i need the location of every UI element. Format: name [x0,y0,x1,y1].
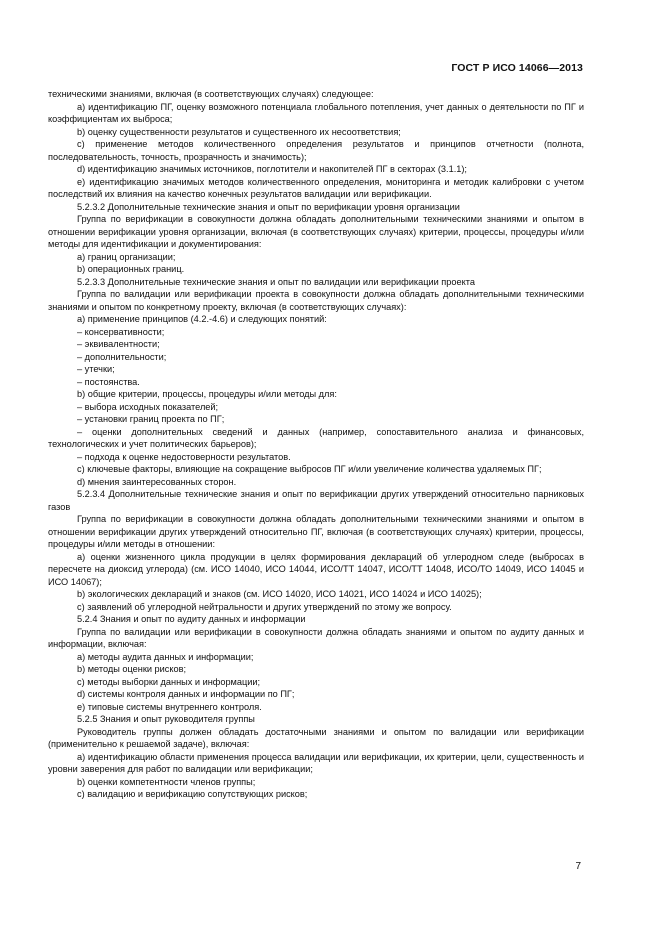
paragraph: техническими знаниями, включая (в соответствующих случаях) следующее: [48,89,374,99]
paragraph: – консервативности; [77,326,165,337]
paragraph: d) системы контроля данных и информации по ПГ; [77,689,295,699]
paragraph: b) общие критерии, процессы, процедуры и/или методы для: [77,389,337,399]
document-body [48,88,584,801]
paragraph: – подхода к оценке недостоверности результатов. [77,451,291,462]
paragraph: a) идентификацию области применения процесса валидации или верификации, их критерии, цели, существенность и уровни заверения для работ по валидации или верификации; [48,751,584,774]
paragraph: a) оценки жизненного цикла продукции в целях формирования деклараций об углеродном следе (выбросах в пересчете на диоксид углерода) (см. ИСО 14040, ИСО 14044, ИСО/ТТ 14047, ИСО/ТТ 14048, ИСО/ТО 14049, ИСО 14045 и ИСО 14067); [48,551,584,587]
paragraph: 5.2.3.4 Дополнительные технические знания и опыт по верификации других утверждений относительно парниковых газов [48,489,584,512]
paragraph: b) оценку существенности результатов и существенного их несоответствия; [77,126,401,137]
paragraph: b) экологических деклараций и знаков (см. ИСО 14020, ИСО 14021, ИСО 14024 и ИСО 14025); [77,589,482,599]
paragraph: – дополнительности; [77,351,167,362]
paragraph: a) границ организации; [77,251,176,262]
paragraph: c) применение методов количественного определения результатов и принципов отчетности (полнота, последовательность, точность, прозрачность и значимость); [48,139,584,162]
paragraph: – оценки дополнительных сведений и данных (например, сопоставительного анализа и финансовых, технологических и учет политических барьеров); [48,426,584,449]
paragraph: Руководитель группы должен обладать достаточными знаниями и опытом по валидации или верификации (применительно к решаемой задаче), включая: [48,726,584,749]
paragraph: Группа по валидации или верификации проекта в совокупности должна обладать дополнительными техническими знаниями и опытом по конкретному проекту, включая (в соответствующих случаях): [48,289,584,312]
paragraph: Группа по валидации или верификации в совокупности должна обладать знаниями и опытом по аудиту данных и информации, включая: [48,626,584,649]
paragraph: – эквивалентности; [77,339,160,349]
paragraph: e) идентификацию значимых методов количественного определения, мониторинга и методик калибровки с учетом последствий их влияния на качество конечных результатов валидации или верификации. [48,176,584,199]
page-number: 7 [575,861,581,872]
paragraph: c) ключевые факторы, влияющие на сокращение выбросов ПГ и/или увеличение количества удаляемых ПГ; [77,464,542,474]
paragraph: e) типовые системы внутреннего контроля. [77,701,262,712]
paragraph: 5.2.3.2 Дополнительные технические знания и опыт по верификации уровня организации [77,201,460,212]
paragraph: b) оценки компетентности членов группы; [77,776,256,787]
paragraph: Группа по верификации в совокупности должна обладать дополнительными техническими знаниями и опытом в отношении верификации других утверждений относительно ПГ, включая (в соответствующих случаях) критерии, процессы, процедуры и/или методы в отношении: [48,514,584,549]
paragraph: a) идентификацию ПГ, оценку возможного потенциала глобального потепления, учет данных о деятельности по ПГ и коэффициентам их выброса; [48,101,584,124]
paragraph: b) методы оценки рисков; [77,664,187,674]
paragraph: 5.2.5 Знания и опыт руководителя группы [77,714,255,724]
paragraph: c) заявлений об углеродной нейтральности и других утверждений по этому же вопросу. [77,601,452,612]
paragraph: Группа по верификации в совокупности должна обладать дополнительными техническими знаниями и опытом в отношении верификации уровня организации, включая (в соответствующих случаях) критерии, процессы, процедуры и/или методы для идентификации и документирования: [48,214,584,249]
paragraph: – установки границ проекта по ПГ; [77,414,225,424]
document-code-header: ГОСТ Р ИСО 14066—2013 [451,62,583,74]
paragraph: b) операционных границ. [77,264,185,274]
paragraph: c) валидацию и верификацию сопутствующих рисков; [77,789,308,799]
paragraph: d) мнения заинтересованных сторон. [77,476,237,487]
paragraph: c) методы выборки данных и информации; [77,676,261,687]
paragraph: d) идентификацию значимых источников, поглотители и накопителей ПГ в секторах (3.1.1); [77,164,467,174]
paragraph: a) методы аудита данных и информации; [77,651,254,662]
paragraph: – постоянства. [77,376,140,387]
paragraph: 5.2.3.3 Дополнительные технические знания и опыт по валидации или верификации проекта [77,276,475,287]
paragraph: – утечки; [77,364,115,374]
paragraph: 5.2.4 Знания и опыт по аудиту данных и информации [77,614,306,624]
paragraph: – выбора исходных показателей; [77,401,219,412]
paragraph: a) применение принципов (4.2.-4.6) и следующих понятий: [77,314,327,324]
